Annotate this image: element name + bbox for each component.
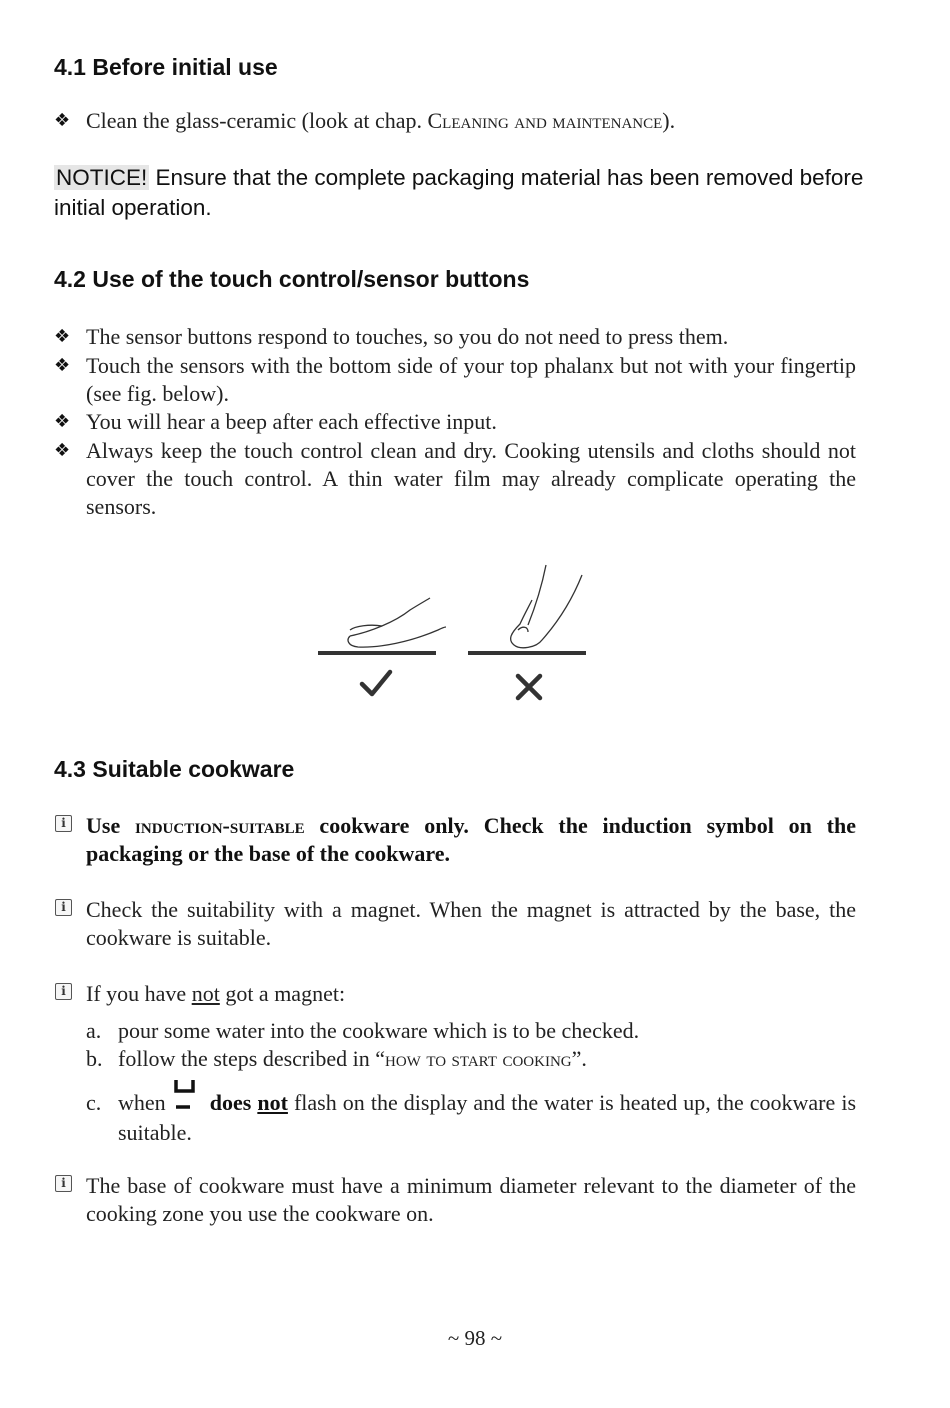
heading-4-2: 4.2 Use of the touch control/sensor buttons bbox=[54, 266, 530, 292]
heading-4-3: 4.3 Suitable cookware bbox=[54, 756, 295, 782]
heading-4-1: 4.1 Before initial use bbox=[54, 54, 278, 80]
bullet-diamond-icon: ❖ bbox=[54, 110, 71, 131]
info-icon: i bbox=[55, 1175, 72, 1192]
bullet-diamond-icon: ❖ bbox=[54, 355, 71, 376]
list-item-a: a. pour some water into the cookware which is to be checked. bbox=[86, 1018, 640, 1043]
touch-technique-figure bbox=[310, 560, 600, 710]
sensor-bullet-2: Touch the sensors with the bottom side of your top phalanx but not with your fingertip (see fig. below). bbox=[86, 353, 856, 406]
induction-cookware-note: Use induction-suitable cookware only. Check the induction symbol on the packaging or the base of the cookware. bbox=[86, 813, 857, 866]
info-icon: i bbox=[55, 899, 72, 916]
sensor-bullet-3: You will hear a beep after each effective input. bbox=[86, 409, 497, 434]
info-icon: i bbox=[55, 983, 72, 1000]
incorrect-touch-illustration bbox=[468, 565, 586, 653]
info-icon: i bbox=[55, 815, 72, 832]
check-mark-icon bbox=[362, 672, 390, 694]
bullet-diamond-icon: ❖ bbox=[54, 411, 71, 432]
no-magnet-note: If you have not got a magnet: bbox=[86, 981, 346, 1006]
sensor-bullet-4: Always keep the touch control clean and dry. Cooking utensils and cloths should not cover the touch control. A thin water film may already complicate operating the sensors. bbox=[86, 438, 856, 519]
page-number: ~ 98 ~ bbox=[447, 1326, 503, 1350]
notice-paragraph: NOTICE! Ensure that the complete packaging material has been removed before initial operation. bbox=[54, 165, 864, 220]
sensor-bullet-1: The sensor buttons respond to touches, so you do not need to press them. bbox=[86, 324, 729, 349]
magnet-check-note: Check the suitability with a magnet. When the magnet is attracted by the base, the cookware is suitable. bbox=[86, 897, 856, 950]
bullet-diamond-icon: ❖ bbox=[54, 326, 71, 347]
bullet-diamond-icon: ❖ bbox=[54, 440, 71, 461]
cookware-diameter-note: The base of cookware must have a minimum diameter relevant to the diameter of the cooking zone you use the cookware on. bbox=[86, 1173, 856, 1226]
cross-mark-icon bbox=[518, 676, 540, 698]
notice-tag: NOTICE! bbox=[56, 165, 148, 190]
list-item-c: c. when does not flash on the display and the water is heated up, the cookware is suitable. bbox=[86, 1089, 856, 1147]
correct-touch-illustration bbox=[318, 598, 446, 653]
clean-glass-ceramic-text: Clean the glass-ceramic (look at chap. Cleaning and maintenance). bbox=[86, 108, 676, 133]
pan-missing-display-icon bbox=[170, 1091, 200, 1119]
list-item-b: b. follow the steps described in “how to start cooking”. bbox=[86, 1046, 587, 1071]
